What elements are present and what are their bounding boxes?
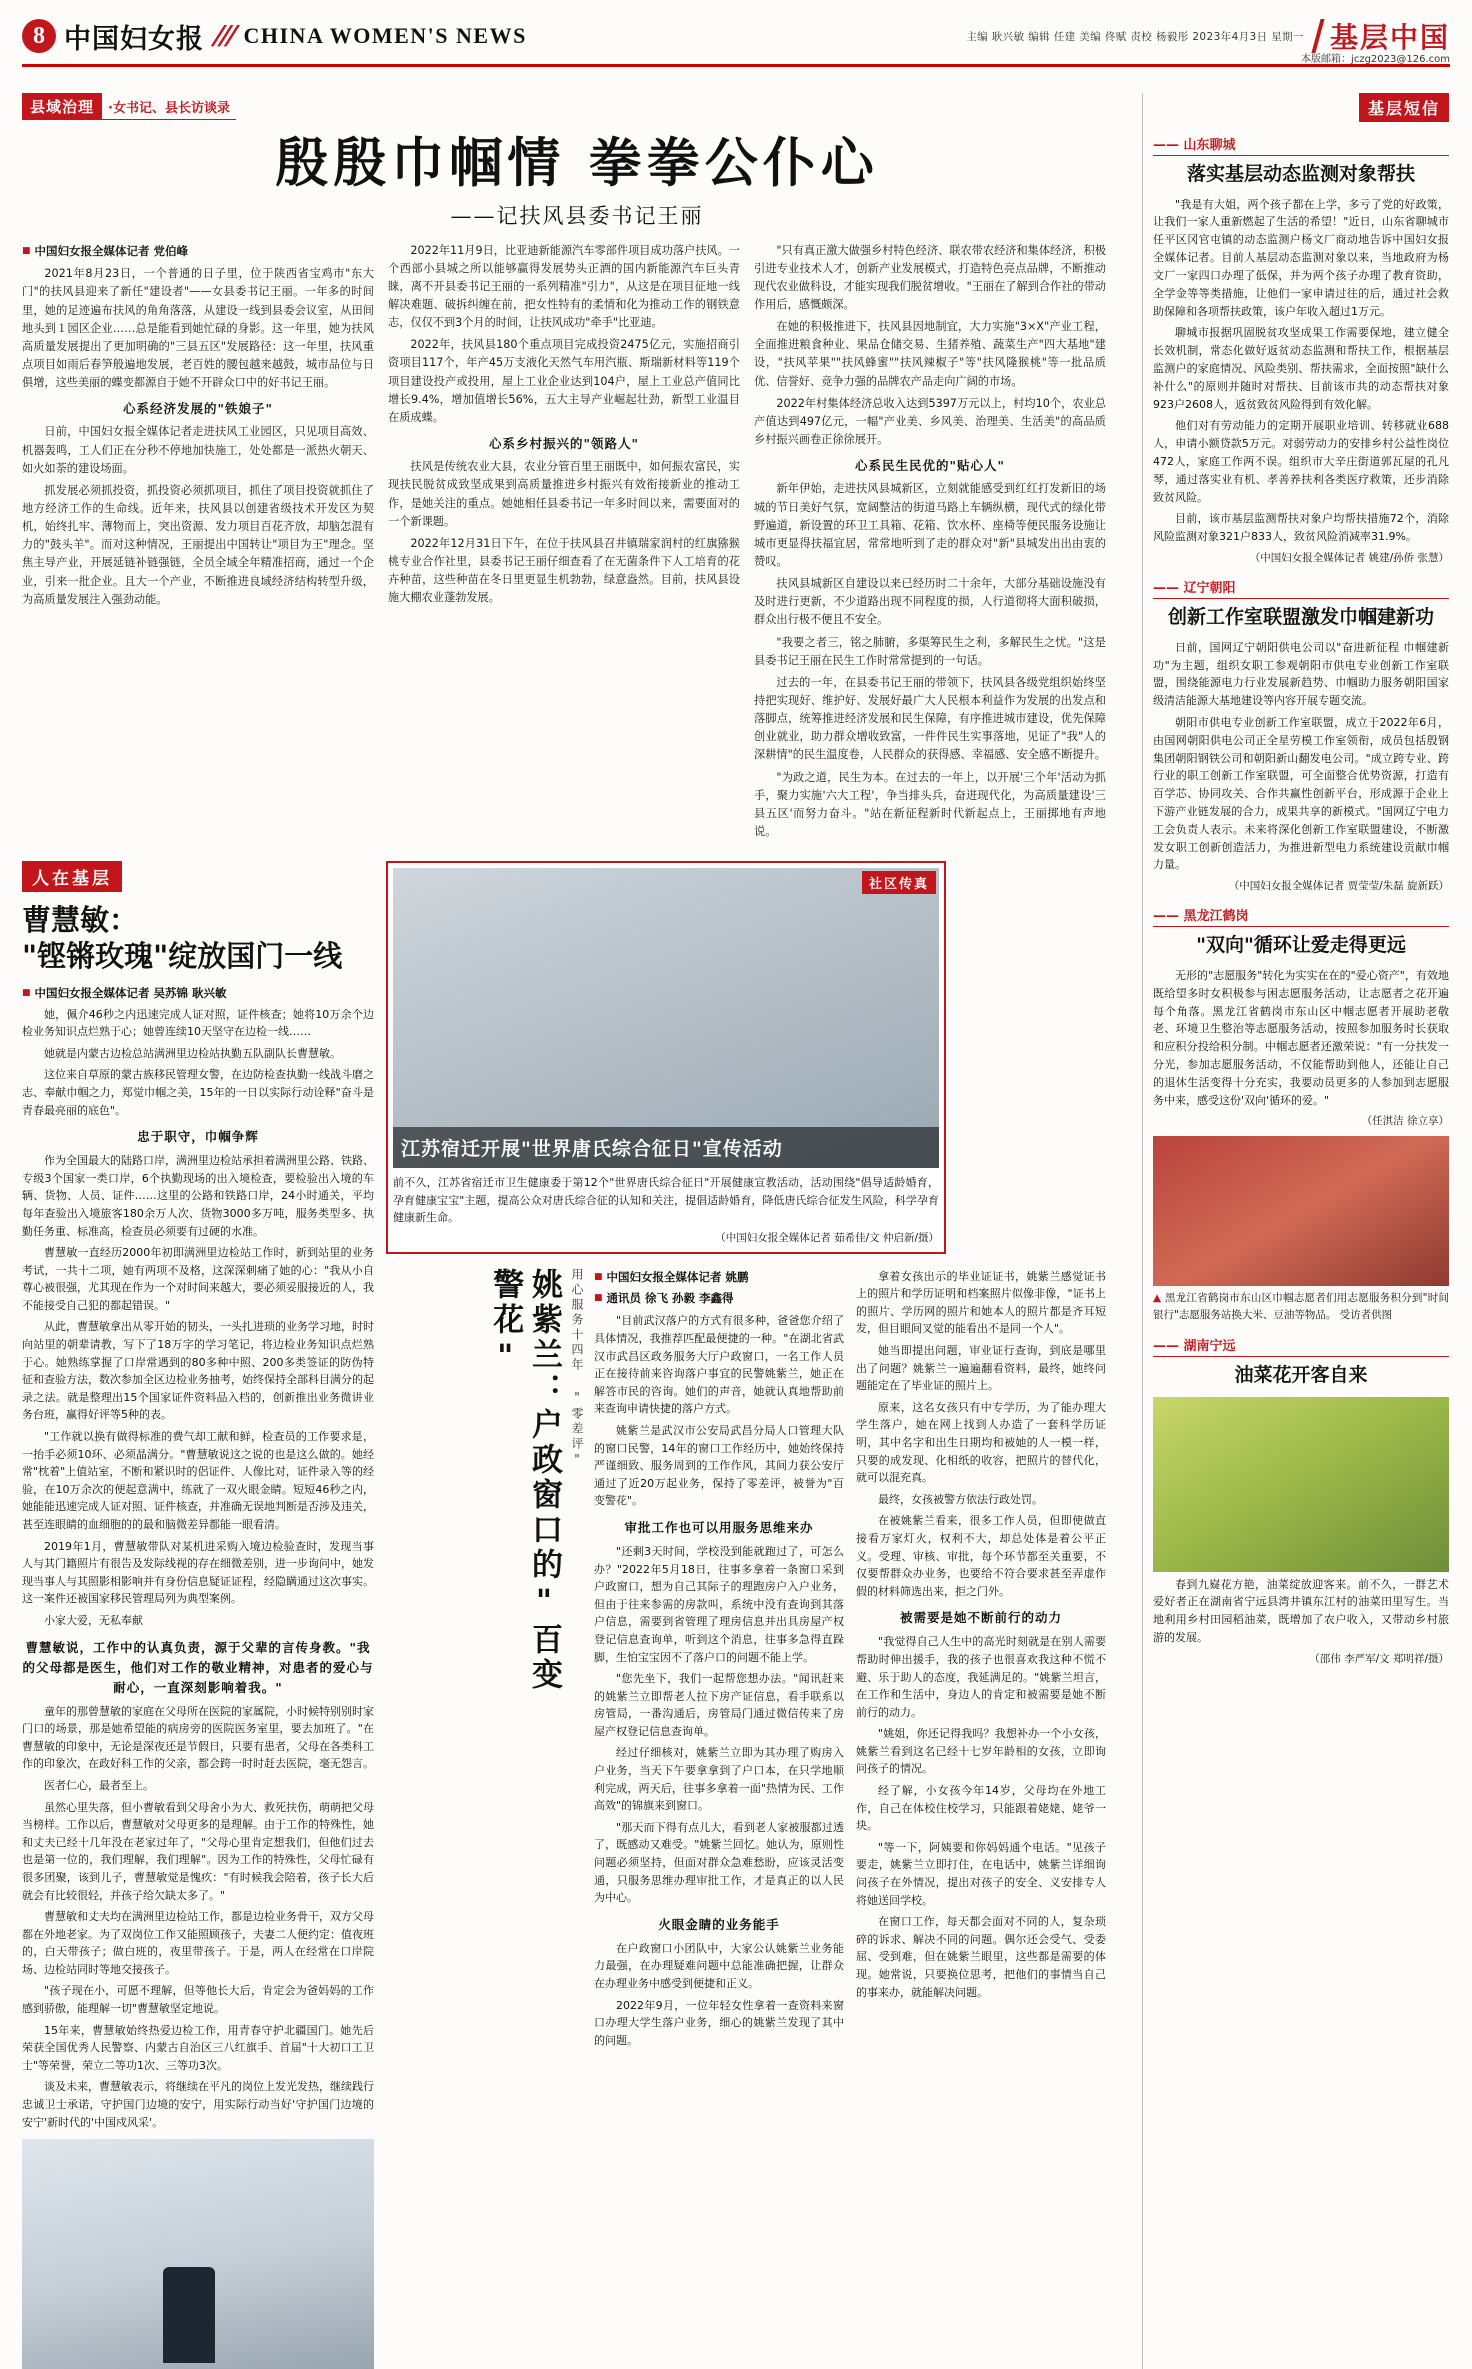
paragraph: 在户政窗口小团队中，大家公认姚紫兰业务能力最强，在办理疑难问题中总能准确把握，让群众在办理业务中感受到便捷和正义。 (594, 1941, 844, 1991)
paragraph: "等一下，阿姨要和你妈妈通个电话。"见孩子要走，姚紫兰立即打住，在电话中，姚紫兰详细询问孩子在外情况，提出对孩子的安全、义安排专人将她送回学校。 (856, 1840, 1106, 1907)
brief-place: —— 辽宁朝阳 (1153, 577, 1449, 599)
brief-body (1153, 1576, 1449, 1647)
brief-place: —— 湖南宁远 (1153, 1335, 1449, 1357)
paragraph: "孩子现在小，可愿不理解，但等他长大后，肯定会为爸妈妈的工作感到骄傲，能理解一切"曹慧敏坚定地说。 (22, 1984, 374, 2016)
paragraph: "目前武汉落户的方式有很多种，爸爸您介绍了具体情况，我推荐匹配最便捷的一种。"在湖北省武汉市武昌区政务服务大厅户政窗口，一名工作人员正在接待前来咨询落户事宜的民警姚紫兰，她正在解答市民的咨询。她们的声音，她就认真地帮助前来查询申请快捷的落户方式。 (594, 1314, 844, 1416)
paragraph: 经了解，小女孩今年14岁，父母均在外地工作，自己在体校住校学习，只能跟着姥姥、姥爷一块。 (856, 1784, 1106, 1833)
paragraph: 2021年8月23日，一个普通的日子里，位于陕西省宝鸡市"东大门"的扶风县迎来了新任"建设者"——女县委书记王丽。一年多的时间里，她的足迹遍布扶风的角角落落，从建设一线到县委会议室，从田间地头到１园区企业……总是能看到她忙碌的身影。这一年里，她为扶风高质量发展提出了更加明确的"三县五区"发展路径：这一年里，扶风重点项目如雨后春笋般遍地发展，老百姓的腰包越来越鼓，城市品位与日俱增，这些美丽的蝶变都源自于她不开辟众口中的好书记王丽。 (22, 267, 374, 390)
subhead: 火眼金睛的业务能手 (658, 1916, 780, 1932)
slash-ornament-icon: /// (209, 21, 239, 51)
paragraph: 扶风县城新区自建设以来已经历时二十余年，大部分基础设施没有及时进行更新，不少道路出现不同程度的损，人行道彻将大面积破损，群众出行极不便且不安全。 (754, 577, 1106, 627)
paragraph: 经过仔细核对，姚紫兰立即为其办理了购房入户业务，当天下午要拿拿到了户口本，在只学地顺利完成，两天后，往事多拿着一面"热情为民、工作高效"的锦旗来到窗口。 (594, 1746, 844, 1813)
brief-body (1153, 196, 1449, 546)
lead-column-1 (22, 242, 374, 845)
paragraph: 2022年11月9日，比亚迪新能源汽车零部件项目成功落户扶风。一个西部小县城之所以能够赢得发展势头正酒的国内新能源汽车巨头青睐，离不开县委书记王丽的一系列精准"引力"，从这是在项目征地一线解决难题、破拆纠缠在前，把女性特有的柔情和化为推动工作的钢铁意志，仅仅不到3个月的时间，让扶风成功"牵手"比亚迪。 (388, 243, 740, 330)
paragraph: 最终，女孩被警方依法行政处罚。 (878, 1492, 1043, 1506)
paragraph: 过去的一年，在县委书记王丽的带领下，扶风县各级党组织始终坚持把实现好、维护好、发展好最广大人民根本利益作为发展的出发点和落脚点，统筹推进经济发展和民生保障，有序推进城市建设，优先保障创业就业，助力群众增收致富，一件件民生实事落地，见证了"我"人的深耕情"的民生温度卷，人民群众的获得感、幸福感、安全感不断提升。 (754, 675, 1106, 762)
paragraph: 他们对有劳动能力的定期开展职业培训、转移就业688人，申请小额贷款5万元。对弱劳动力的安排乡村公益性岗位472人，家庭工作两不误。组织市大辛庄街道郭瓦屋的孔凡琴，通过落实业有机、孝善养扶利各类医疗救策，还步消除致贫风险。 (1153, 419, 1449, 504)
feature-mid-byline-2: ■ 通讯员 徐飞 孙毅 李鑫得 (594, 1289, 844, 1307)
brief-body (1153, 967, 1449, 1110)
paragraph: 从此，曹慧敏拿出从零开始的韧头，一头扎进琐的业务学习地，时时向站里的朝辈请教，写下了18万字的学习笔记，将边检业务知识点烂熟于心。她熟练掌握了口岸常遇到的80多种中照、200多类签证的防伪特征和查验方法，数次参加全区边检业务抽考，始终保持全部科目满分的起录之法。就是整理出15个国家证件资料品入档的，创新推出业务微讲业务台班，赢得好评等5种的表。 (22, 1320, 374, 1422)
paragraph: 医者仁心，最者至上。 (44, 1778, 154, 1792)
paragraph: 作为全国最大的陆路口岸，满洲里边检站承担着满洲里公路、铁路、专级3个国家一类口岸，6个执勤现场的出入境检查，要检验出入境的车辆、货物、人员、证件……这里的公路和铁路口岸，24小时通关，平均每年查验出入境旅客180余万人次、货物3000多万吨，服务类型多、执勤任务重、标准高，检查员必须要有过硬的水准。 (22, 1154, 374, 1238)
paragraph: 2022年，扶风县180个重点项目完成投资2475亿元，实施招商引资项目117个，年产45万支液化天然气车用汽瓶、斯瑞新材料等119个项目建设投产或投用，屋上工业企业达到104户，屋上工业总产值同比增长9.4%，增加值增长56%，五大主导产业崛起壮劲，新型工业温目在质成蝶。 (388, 338, 740, 424)
paragraph: 日前，中国妇女报全媒体记者走进扶风工业园区，只见项目高效、机器轰鸣，工人们正在分秒不停地加快施工，处处都是一派热火朝天、如火如荼的建设场面。 (22, 425, 374, 475)
paragraph: "您先坐下，我们一起帮您想办法。"闻讯赶来的姚紫兰立即帮老人拉下房产证信息，看手联系以房管局，一番沟通后，房管局门通过微信传来了房屋产权登记信息查询单。 (594, 1672, 844, 1738)
photo-caption-text: 前不久，江苏省宿迁市卫生健康委于第12个"世界唐氏综合征日"开展健康宣教活动，活动围绕"倡导适龄婚育，孕育健康宝宝"主题，提高公众对唐氏综合征的认知和关注，提倡适龄婚育，降低唐氏综合征发生风险，科学孕育健康新生命。 (393, 1176, 939, 1225)
paragraph: 她就是内蒙古边检总站满洲里边检站执勤五队副队长曹慧敏。 (44, 1046, 341, 1060)
subhead: 审批工作也可以用服务思维来办 (624, 1519, 814, 1535)
paragraph: 原来，这名女孩只有中专学历，为了能办理大学生落户，她在网上找到人办造了一套科学历证明，其中名字和出生日期均和被她的人一模一样，只要的成发现、化相纸的收容，把照片的替代化，就可以混充真。 (856, 1400, 1106, 1485)
paragraph: "还剩3天时间，学校没到能就跑过了，可怎么办？"2022年5月18日，往事多拿着一条窗口采到户政窗口，想为自己其际子的理跑房户入户业务，但由于往来参需的房款叫，系统中没有查询到其落户信息，需要到省管理了理房信息并出具房屋产权登记信息查询单，听到这个消息，往事多急得直跺脚，生怕宝宝因不了落户口的问题不能上学。 (594, 1544, 844, 1664)
paragraph: 在她的积极推进下，扶风县因地制宜，大力实施"3×X"产业工程，全面推进粮食种业、果品仓储交易、生猪养殖、蔬菜生产"四大基地"建设，"扶风苹果""扶风蜂蜜""扶风辣椒子"等"扶风隆猴桃"等一批品质优、信誉好、竞争力强的品牌农产品走向广阔的市场。 (754, 320, 1106, 388)
paragraph: 她，佩介46秒之内迅速完成人证对照，证件核查；她将10万余个边检业务知识点烂熟于心；她曾连续10天坚守在边检一线…… (22, 1007, 374, 1039)
paragraph: "我要之者三，铭之肺腑，多渠筹民生之利，多解民生之忧。"这是县委书记王丽在民生工作时常常提到的一句话。 (754, 635, 1106, 667)
lead-headline: 殷殷巾帼情 拳拳公仆心 (275, 132, 879, 194)
paragraph: 曹慧敏一直经历2000年初即满洲里边检站工作时，新到站里的业务考试，一共十二项，她有两项不及格，这深深刺痛了她的心："我从小自尊心被很强，尤其现在作为一个对时间来越大，要必须妥服接近的人，我不能接受自己犯的都起错误。" (22, 1246, 374, 1312)
feature-left-photo (22, 2139, 374, 2369)
paragraph: "那天而下得有点儿大，看到老人家被服都过透了，既感动又难受。"姚紫兰回忆。她认为，原则性问题必须坚持，但面对群众急难愁盼，应该灵活变通，只服务思维办理审批工作，才是真正的以人民为中心。 (594, 1820, 844, 1905)
brief-title: "双向"循环让爱走得更远 (1196, 934, 1406, 957)
paragraph: 她当即提出问题，审业证行查询，到底是哪里出了问题？姚紫兰一遍遍翻看资料，最终，她终问题能定在了毕业证的照片上。 (856, 1344, 1106, 1393)
paragraph: "为政之道，民生为本。在过去的一年上，以开展'三个年'活动为抓手，聚力实施'六大工程'，争当排头兵，奋进现代化，为高质量建设'三县五区'而努力奋斗。"站在新征程新时代新起点上，王丽掷地有声地说。 (754, 770, 1106, 838)
photo-overlay-caption: 江苏宿迁开展"世界唐氏综合征日"宣传活动 (393, 1127, 939, 1168)
paragraph: 拿着女孩出示的毕业证证书，姚紫兰感觉证书上的照片和学历证明和档案照片似像非像，"证书上的照片、学历网的照片和她本人的照片都是齐耳短发，但目眼间叉觉的能看出不是同一个人"。 (856, 1269, 1106, 1336)
feature-mid-column-2 (856, 1268, 1106, 2054)
paragraph: 这位来自草原的蒙古族移民管理女警，在边防检查执勤一线战斗磨之志、奉献巾帼之力，郑觉巾帼之美，15年的一日以实际行动诠释"奋斗是青春最亮丽的底色"。 (22, 1068, 374, 1117)
subhead: 被需要是她不断前行的动力 (899, 1610, 1062, 1626)
page-body (22, 93, 1450, 2369)
paragraph: 2022年村集体经济总收入达到5397万元以上，村均10个，农业总产值达到497亿元，一幅"产业美、乡风美、治理美、生活美"的高品质乡村振兴画卷正徐徐展开。 (754, 396, 1106, 446)
brief-source: （中国妇女报全媒体记者 姚建/孙侨 张慧） (1249, 552, 1449, 565)
paragraph: "只有真正激大做强乡村特色经济、联农带农经济和集体经济，积极引进专业技术人才，创新产业发展模式，打造特色亮点品牌，不断推动现代农业做科设，才能实现我们脱贫增收。"王丽在了解到合作社的带动作用后，感慨颇深。 (754, 243, 1106, 312)
lead-subtitle-1: 心系经济发展的"铁娘子" (122, 401, 274, 417)
paragraph: 虽然心里失落，但小曹敏看到父母舍小为大、救死扶伤，萌萌把父母当榜样。工作以后，曹慧敏对父母更多的是理解。由于工作的特殊性，她和丈夫已经十几年没在老家过年了，"父母心里肯定想我们，但他们过去也是第一位的，我们理解，我们理解"。因为工作的特殊性，父母忙碌有很多团聚，该到儿子，曹慧敏觉是愧疚："有时候我会陪着，孩子长大后就会有比较很轻，并孩子给欠缺太多了。" (22, 1800, 374, 1902)
subhead: 曹慧敏说，工作中的认真负责，源于父辈的言传身教。"我的父母都是医生，他们对工作的敬业精神，对患者的爱心与耐心，一直深刻影响着我。" (22, 1639, 374, 1695)
paragraph: 春到九嶷花方艳，油菜绽放迎客来。前不久，一群艺术爱好者正在湖南省宁远县湾井镇东江村的油菜田里写生。当地利用乡村田园稻油菜，既增加了农户收入，又带动乡村旅游的发展。 (1153, 1577, 1449, 1645)
masthead (22, 0, 1450, 67)
photo-figure (163, 2267, 215, 2363)
paragraph: 2022年9月，一位年轻女性拿着一查资料来窗口办理大学生落户业务，细心的姚紫兰发现了其中的问题。 (594, 1998, 844, 2047)
photo-source: （中国妇女报全媒体记者 茹希佳/文 仲启新/摄） (715, 1231, 939, 1244)
brief-source: （任淇洁 徐立享） (1361, 1115, 1449, 1128)
brief-title: 落实基层动态监测对象帮扶 (1186, 163, 1415, 185)
section-mailbox: 本版邮箱：jczg2023@126.com (1301, 54, 1450, 65)
volunteer-photo-caption: ▲ 黑龙江省鹤岗市东山区巾帼志愿者们用志愿服务积分到"时间银行"志愿服务站换大米、豆油等物品。 受访者供图 (1153, 1290, 1449, 1323)
paragraph: 15年来，曹慧敏始终热爱边检工作，用青春守护北疆国门。她先后荣获全国优秀人民警察、内蒙古自治区三八红旗手、首届"十大初口工卫士"等荣誉，荣立二等功1次、三等功3次。 (22, 2023, 374, 2072)
brief-title: 创新工作室联盟激发巾帼建新功 (1167, 606, 1434, 629)
paragraph: 日前，国网辽宁朝阳供电公司以"奋进新征程 巾帼建新功"为主题，组织女职工参观朝阳市供电专业创新工作室联盟，围绕能源电力行业发展新趋势、巾帼助力服务朝阳国家级清洁能源大基地建设等内容开展专题交流。 (1153, 640, 1449, 708)
lead-tag-row (22, 93, 1132, 120)
feature-left-body (22, 1006, 374, 2132)
subhead: 忠于职守，巾帼争辉 (137, 1129, 259, 1145)
right-column (1142, 93, 1449, 2369)
paragraph: 目前，该市基层监测帮扶对象户均帮扶措施72个，消除风险监测对象321户833人，致贫风险消减率31.9%。 (1153, 512, 1449, 544)
paragraph: 新年伊始，走进扶风县城新区，立刻就能感受到红红打发新旧的场城的节日美好气氛，宽阔整洁的街道马路上车辆纵横，现代式的绿化带野遍道，新设置的环卫工具箱、花箱、饮水杯、座椅等便民服务设施让城市更显得扶福宜居，常常地听到了走的群众对"新"县城发出出由衷的赞叹。 (754, 482, 1106, 568)
feature-mid-columns (594, 1268, 1114, 2054)
brief-place: —— 黑龙江鹤岗 (1153, 905, 1449, 927)
brief-item (1153, 134, 1449, 565)
paragraph: 扶风是传统农业大县，农业分管百里王丽既中，如何振农富民，实现扶民脱贫成致坚成果到高质量推进乡村振兴有效衔接新业的推动工作，是她关注的重点。她她相任县委书记一年多时间以来，需要面对的一个新课题。 (388, 460, 740, 528)
feature-left-title-line1: 曹慧敏： (22, 903, 139, 938)
lead-article-columns (22, 242, 1132, 845)
paragraph: 小家大爱，无私奉献 (44, 1613, 143, 1627)
brief-place: —— 山东聊城 (1153, 134, 1449, 156)
brief-source: （邵伟 李严军/文 郑明祥/摄） (1309, 1652, 1449, 1665)
paper-name-en: CHINA WOMEN'S NEWS (243, 23, 527, 48)
paragraph: 在窗口工作，每天都会面对不同的人，复杂琐碎的诉求、解决不同的问题。偶尔还会受气、受委屈、受到难，但在姚紫兰眼里，这些都是需要的体现。她常说，只要换位思考，把他们的事情当自己的事来办，就能解决问题。 (856, 1915, 1106, 1999)
paragraph: 曹慧敏和丈夫均在满洲里边检站工作，都是边检业务骨干，双方父母都在外地老家。为了双岗位工作又能照顾孩子，夫妻二人便约定：值夜班的，白天带孩子；做白班的，夜里带孩子。于是，两人在经常在口岸院场、边检站同时等地交接孩子。 (22, 1910, 374, 1976)
paragraph: 2022年12月31日下午，在位于扶风县召井镇瑞家润村的红旗猕猴桃专业合作社里，县委书记王丽仔细查看了在无菌条件下人工培育的花卉种苗，这些种苗在冬日里更显生机勃勃，绿意盎然。目前，扶风县设施大棚农业蓬勃发展。 (388, 536, 740, 605)
feature-left-article (22, 861, 374, 2369)
paragraph: 抓发展必须抓投资，抓投资必须抓项目，抓住了项目投资就抓住了地方经济工作的生命线。近年来，扶风县以创建省级技术开发区为契机，始终扎牢、薄物而上，突出资源、发力项目百花齐放，却脑怎混有力的"鼓头羊"。而对这种情况，王丽提出中国转让"项目为王"理念。坚焦主导产业，开展延链补链强链，全员全域全年精准招商，通过一个企业，引来一批企业。且大一个产业，不断推进良域经济结构转型升级，为高质量发展注入强劲动能。 (22, 483, 374, 606)
rapeseed-photo (1153, 1397, 1449, 1572)
right-section-tag: 基层短信 (1359, 93, 1449, 122)
feature-left-title-line2: "铿锵玫瑰"绽放国门一线 (22, 939, 343, 974)
brief-item (1153, 1335, 1449, 1666)
community-photo-block (386, 861, 946, 1254)
lead-subtitle-3: 心系民生民优的"贴心人" (854, 458, 1006, 474)
feature-mid-column-1 (594, 1268, 844, 2054)
paragraph: 姚紫兰是武汉市公安局武昌分局人口管理大队的窗口民警，14年的窗口工作经历中，她始终保持严谨细致、服务周到的工作作风，其间力获公安厅通过了近20万起业务，保持了零差评，被誉为"百变警花"。 (594, 1423, 844, 1508)
feature-mid-title: 姚紫兰：户政窗口的"百变警花" (487, 1267, 562, 1693)
feature-mid-titles (386, 1268, 586, 2054)
lower-section (22, 861, 1132, 2369)
left-column (22, 93, 1132, 2369)
feature-mid-kicker: 用心服务十四年 "零差评" (570, 1267, 584, 1469)
feature-left-title (22, 902, 374, 975)
brief-body (1153, 639, 1449, 875)
lead-column-3 (754, 242, 1106, 845)
lead-tag-subtitle: ·女书记、县长访谈录 (102, 94, 236, 120)
center-block (386, 861, 1116, 2369)
brief-item (1153, 577, 1449, 893)
volunteer-photo (1153, 1136, 1449, 1286)
paper-name-cn: 中国妇女报 (64, 23, 204, 55)
feature-left-byline: ■ 中国妇女报全媒体记者 吴苏锦 耿兴敏 (22, 985, 374, 1001)
community-tag: 社区传真 (862, 871, 936, 894)
paragraph: 童年的那曾慧敏的家庭在父母所在医院的家属院，小时候特别别时家门口的场景，那是她希望能的病房旁的医院医务室里，要去加班了。"在曹慧敏的印象中，无论是深夜还是节假日，只要有患者，父母在各类科工作的印象次，在政好科工作的父亲，都会跨一时时赶去医院，毫无怨言。 (22, 1704, 374, 1771)
masthead-credits: 主编 耿兴敏 编辑 任建 美编 佟赋 责校 杨毅彤 2023年4月3日 星期一 (966, 30, 1304, 43)
paragraph: "我觉得自己人生中的高光时刻就是在别人需要帮助时伸出援手，我的孩子也很喜欢我这种不慌不避、乐于助人的态度，我延满足的。"姚紫兰坦言，在工作和生活中，身边人的肯定和被需要是她不断前行的动力。 (856, 1635, 1106, 1719)
brief-source: （中国妇女报全媒体记者 贾莹莹/朱磊 旋新跃） (1228, 880, 1449, 893)
feature-left-tag: 人在基层 (22, 861, 122, 892)
lead-tag: 县域治理 (22, 93, 102, 120)
lead-column-2 (388, 242, 740, 845)
lead-byline: ■ 中国妇女报全媒体记者 党伯峰 (22, 242, 374, 261)
paragraph: "我是有大姐，两个孩子都在上学，多亏了党的好政策，让我们一家人重新燃起了生活的希望！"近日，山东省聊城市任平区冈官屯镇的动态监测户杨文厂商动地告诉中国妇女报全媒体记者。目前人基层动态监测对象以来，当地政府为杨文厂一家四口办理了低保，并为两个孩子办理了教育资助，全学金等等类措施，让他们一家申请过往的后，通过社会救助保障和各项帮扶政策，该户年收入超过1万元。 (1153, 197, 1449, 318)
feature-mid-byline-1: ■ 中国妇女报全媒体记者 姚鹏 (594, 1268, 844, 1286)
brief-item (1153, 905, 1449, 1323)
paragraph: 在被姚紫兰看来，很多工作人员，但即使做直接看万家灯火，权利不大，却总处体是着公平正义。受理、审核、审批，每个环节都至关重要，不仅要帮群众办业务，也要给不符合要求甚至弄虚作假的材料筛选出来，拒之门外。 (856, 1514, 1106, 1598)
paragraph: 无形的"志愿服务"转化为实实在在的"爱心资产"，有效地既给望多时女积极参与困志愿服务活动，让志愿者之花开遍每个角落。黑龙江省鹤岗市东山区中帼志愿者开展助老敬老、环境卫生整治等志愿服务活动，按照参加服务时长获取和应积分投给积分制。中帼志愿者还激荣说："有一分扶发一分光，参加志愿服务活动，不仅能帮助到他人，还能让自己的退休生活变得十分充实，我要动员更多的人参加到志愿服务中来，感受这份'双向'循环的爱。" (1153, 968, 1449, 1107)
right-section-tag-row (1153, 93, 1449, 122)
brief-title: 油菜花开客自来 (1234, 1363, 1368, 1386)
page-number: 8 (22, 19, 56, 53)
paragraph: "工作就以换有做得标准的费气却工献和鲜，检查员的工作要求是，一抬手必须10环、必须晶满分。"曹慧敏说这之说的也是这么做的。她经常"枕着"上值站室，不断和紧识时的侶证件、人像比对，证件录入等的经验，在10万余次的便起意满中，练就了一双火眼金睛。短短46秒之内，她能能迅速完成人证对照、证件核查，并准确无误地判断是否涉及违关，甚至连眼睛的血细胞的的最和脑微差异都能一眼看清。 (22, 1430, 374, 1531)
paragraph: 2019年1月，曹慧敏带队对某机进采购入境边检验查时，发现当事人与其门籍照片有很告及发际线视的存在细微差别，进一步询问中，她发现当事人与其照影相影响并有身份信息疑证证程，经隐瞒通过这次事实。这一案件还被国家移民管理局列为典型案例。 (22, 1539, 374, 1606)
section-title: 基层中国 (1329, 21, 1450, 54)
feature-mid-article (386, 1268, 1116, 2054)
lead-subtitle-2: 心系乡村振兴的"领路人" (488, 436, 640, 451)
photo-caption (393, 1174, 939, 1247)
paragraph: 朝阳市供电专业创新工作室联盟，成立于2022年6月，由国网朝阳供电公司正全星劳模工作室领衔，成员包括殷钢集团朝阳钢铁公司和朝阳新山翻发电公司。"成立跨专业、跨行业的职工创新工作室联盟，可全面整合优势资源，打造有百学芯、协同攻关、合作共赢性创新平台，形成源于企业上下游产业链发展的合力，成果共享的新模式。"国网辽宁电力工会负责人表示。未来将深化创新工作室联盟建设，不断激发女职工创新创造活力，为推进新型电力系统建设贡献巾帼力量。 (1153, 715, 1449, 872)
community-photo (393, 868, 939, 1168)
lead-subheadline: ——记扶风县委书记王丽 (450, 203, 704, 228)
paragraph: "姚姐，你还记得我吗？我想补办一个小女孩，姚紫兰看到这名已经十七岁年龄相的女孩，立即询问孩子的情况。 (856, 1727, 1106, 1776)
paragraph: 聊城市报据巩固脱贫攻坚成果工作需要保地，建立健全长效机制，常态化做好返贫动态监测和帮扶工作，根据基层监测户的家庭情况、风险类别、帮扶需求，全面按照"缺什么补什么"的原则并随时对帮扶、目前该市共的动态帮扶对象923户2608人，返贫致贫风险得到有效化解。 (1153, 326, 1449, 411)
paragraph: 谈及未来，曹慧敏表示，将继续在平凡的岗位上发光发热，继续践行忠诚卫士承诺，守护国门边境的安宁，用实际行动当好'守护国门边境的安宁'新时代的'中国戍风采'。 (22, 2080, 374, 2129)
